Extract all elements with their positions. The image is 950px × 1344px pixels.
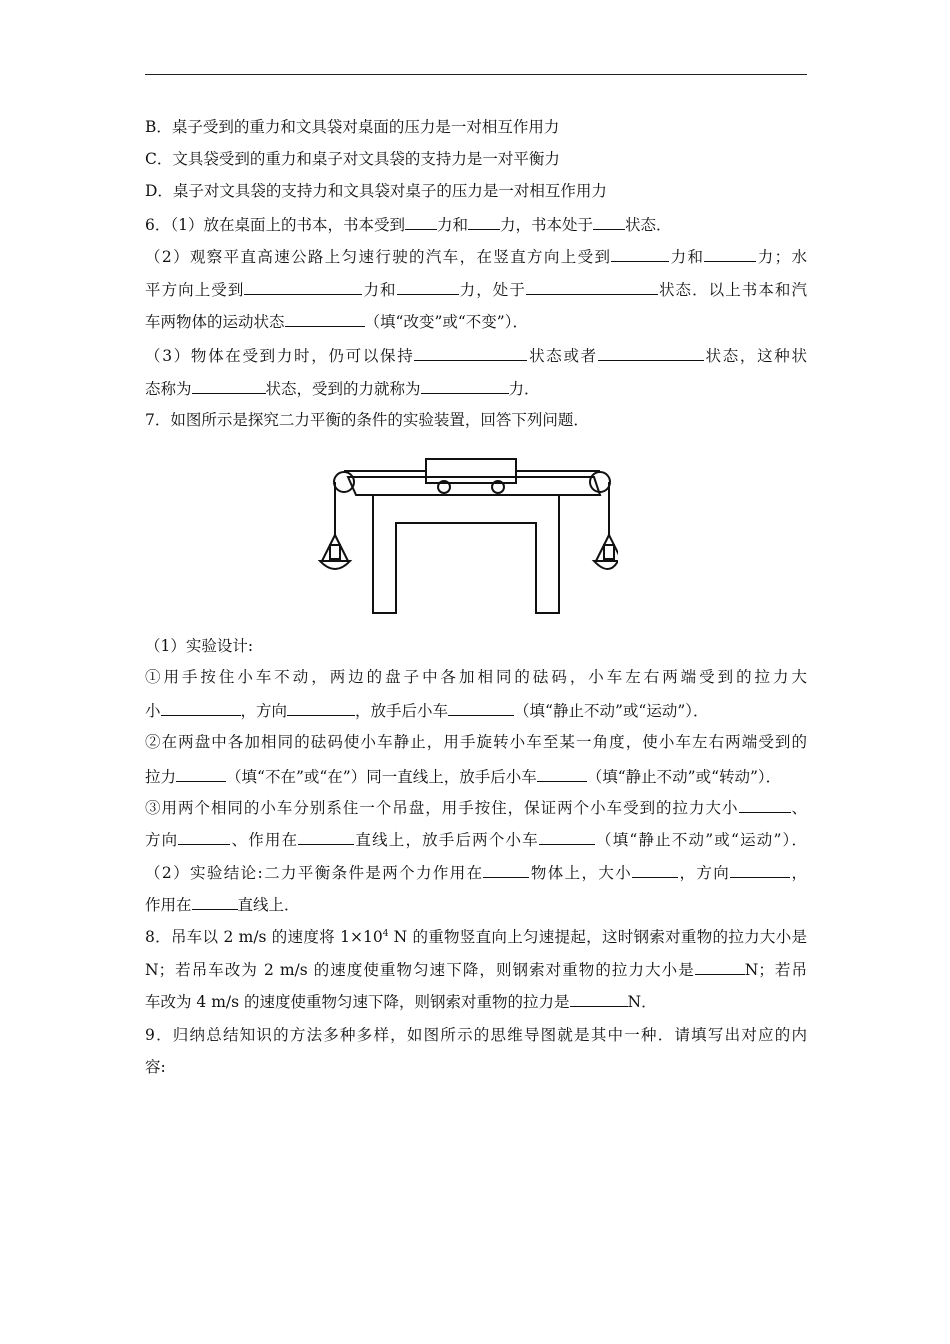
answer-blank[interactable] [570,991,628,1007]
q8-line-1: 8．吊车以 2 m/s 的速度将 $1\times 10^4$ N 的重物竖直向上匀速提起，这时钢索对重物的拉力大小是 [145,928,807,946]
weight-left [330,545,340,559]
answer-blank[interactable] [421,378,509,394]
q7-step1-line-2: 小 ，方向 ，放手后小车 （填“静止不动”或“运动”）． [145,702,709,720]
q9-line-2: 容: [145,1058,166,1076]
answer-blank[interactable] [611,246,669,262]
answer-blank[interactable] [730,862,790,878]
pulley-right [590,472,610,492]
answer-blank[interactable] [176,766,226,782]
answer-blank[interactable] [397,279,459,295]
q7-step2-line-1: ②在两盘中各加相同的砝码使小车静止，用手旋转小车至某一角度，使小车左右两端受到的 [145,733,807,751]
q6-line-3: 平方向上受到 力和 力，处于 状态．以上书本和汽 [145,281,807,299]
answer-blank[interactable] [287,700,355,716]
answer-blank[interactable] [448,700,514,716]
answer-blank[interactable] [414,345,527,361]
answer-blank[interactable] [739,797,791,813]
option-c: C．文具袋受到的重力和桌子对文具袋的支持力是一对平衡力 [145,150,560,168]
answer-blank[interactable] [178,829,230,845]
q7-step2-line-2: 拉力 （填“不在”或“在”）同一直线上，放手后小车 （填“静止不动”或“转动”）． [145,768,782,786]
answer-blank[interactable] [537,766,587,782]
q6-line-1: 6．（1）放在桌面上的书本，书本受到 力和 力，书本处于 状态． [145,216,672,234]
pan-left [320,561,350,569]
q7-design: （1）实验设计: [145,637,254,655]
header-rule [145,74,807,75]
answer-blank[interactable] [405,214,437,230]
cart-body [426,459,516,483]
answer-blank[interactable] [468,214,500,230]
tabletop [348,477,600,495]
q8-line-2: N；若吊车改为 2 m/s 的速度使重物匀速下降，则钢索对重物的拉力大小是 N；若吊 [145,961,807,979]
answer-blank[interactable] [192,378,266,394]
table-legs [373,495,559,613]
answer-blank[interactable] [593,214,625,230]
q7-stem: 7．如图所示是探究二力平衡的条件的实验装置，回答下列问题． [145,411,589,429]
answer-blank[interactable] [298,829,354,845]
q7-conclusion-line-1: （2）实验结论:二力平衡条件是两个力作用在 物体上，大小 ，方向 ， [145,864,807,882]
q6-line-6: 态称为 状态，受到的力就称为 力． [145,380,540,398]
q7-step1-line-1: ①用手按住小车不动，两边的盘子中各加相同的砝码，小车左右两端受到的拉力大 [145,668,807,686]
answer-blank[interactable] [539,829,595,845]
answer-blank[interactable] [695,959,745,975]
option-d: D．桌子对文具袋的支持力和文具袋对桌子的压力是一对相互作用力 [145,182,607,200]
q8-line-3: 车改为 4 m/s 的速度使重物匀速下降，则钢索对重物的拉力是 N． [145,993,657,1011]
answer-blank[interactable] [632,862,678,878]
answer-blank[interactable] [526,279,658,295]
q9-line-1: 9．归纳总结知识的方法多种多样，如图所示的思维导图就是其中一种．请填写出对应的内 [145,1026,807,1044]
answer-blank[interactable] [598,345,704,361]
balance-apparatus-figure [318,455,618,620]
answer-blank[interactable] [704,246,756,262]
q7-conclusion-line-2: 作用在 直线上． [145,896,300,914]
pan-right [594,561,618,569]
q6-line-5: （3）物体在受到力时，仍可以保持 状态或者 状态，这种状 [145,347,807,365]
q6-line-2: （2）观察平直高速公路上匀速行驶的汽车，在竖直方向上受到 力和 力；水 [145,248,807,266]
q7-step3-line-2: 方向 、作用在 直线上，放手后两个小车 （填“静止不动”或“运动”）． [145,831,807,849]
answer-blank[interactable] [285,311,365,327]
answer-blank[interactable] [192,894,238,910]
q6-line-4: 车两物体的运动状态 （填“改变”或“不变”）． [145,313,528,331]
answer-blank[interactable] [483,862,529,878]
weight-right [604,545,614,559]
q7-step3-line-1: ③用两个相同的小车分别系住一个吊盘，用手按住，保证两个小车受到的拉力大小 、 [145,799,807,817]
option-b: B．桌子受到的重力和文具袋对桌面的压力是一对相互作用力 [145,118,560,136]
answer-blank[interactable] [161,700,241,716]
answer-blank[interactable] [244,279,362,295]
